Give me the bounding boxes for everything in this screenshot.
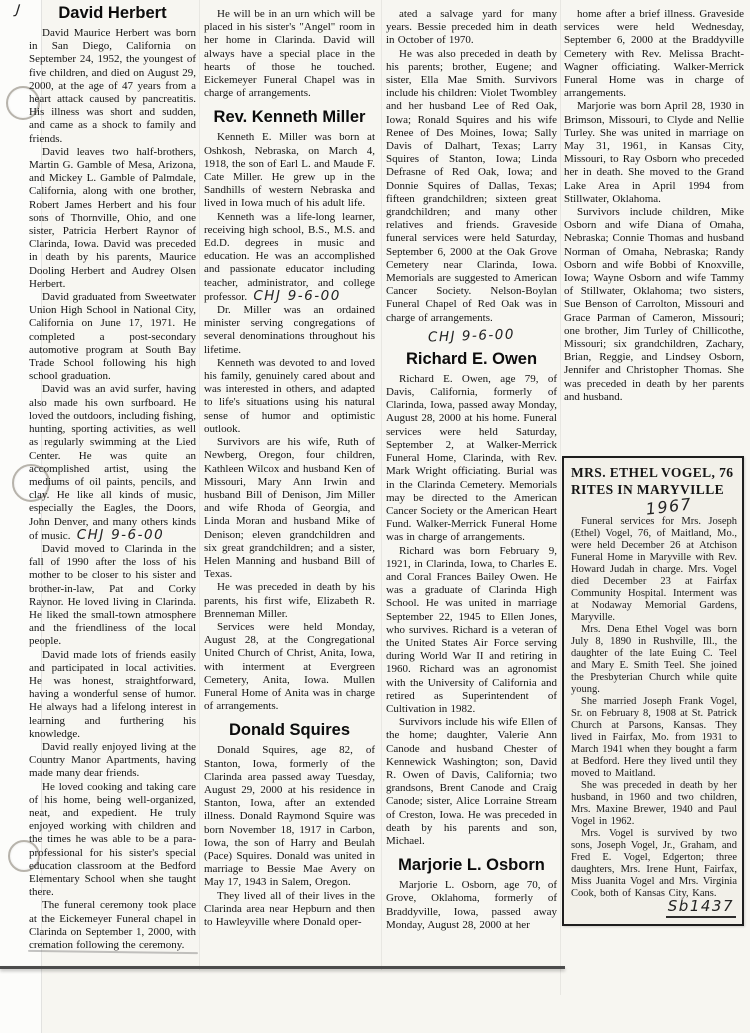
handwritten-date-stamp: CHJ 9-6-00 — [427, 326, 516, 346]
obituary-paragraph: David Maurice Herbert was born in San Diego, California on September 24, 1952, the youngest of five children, and died on August 29, 2000, at the age of 47 years from a heart attack caused by pancreatitis. His illness was short and sudden, and came as a shock to family and friends. — [29, 27, 196, 145]
obituary-heading: Marjorie L. Osborn — [398, 856, 545, 875]
obituary-heading: Richard E. Owen — [405, 349, 538, 368]
vogel-clipping-box — [562, 456, 744, 926]
obituary-column-2 — [204, 8, 375, 929]
clipping-title-line2: RITES IN MARYVILLE — [571, 481, 725, 497]
obituary-paragraph: Marjorie was born April 28, 1930 in Brimson, Missouri, to Clyde and Nellie Turley. She was united in marriage on May 31, 1961, in Kansas City, Missouri, to Ray Osborn who preceded her in death. She moved to the Grand Lake Area in April 1994 from Stillwater, Oklahoma. — [564, 100, 744, 205]
obituary-heading: Rev. Kenneth Miller — [213, 108, 366, 127]
obituary-heading: Donald Squires — [228, 721, 351, 740]
obituary-paragraph: He was preceded in death by his parents, his first wife, Elizabeth R. Brenneman Miller. — [204, 581, 375, 620]
obituary-paragraph: Kenneth was a life-long learner, receiving high school, B.S., M.S. and Ed.D. degrees in music and education. He was an accomplished and passionate educator including teacher, administrator, and college professor. CHJ 9-6-00 — [204, 210, 375, 304]
handwritten-year: 1967 — [644, 494, 694, 519]
obituary-paragraph: Kenneth was devoted to and loved his family, genuinely cared about and was interested in others, and adapted to life's situations using his natural sense of humor and optimistic outlook. — [204, 356, 375, 435]
pen-mark: J — [15, 1, 23, 19]
obituary-paragraph: home after a brief illness. Graveside services were held Wednesday, September 6, 2000 at the Braddyville Cemetery with Rev. Melissa Bracht-Wagner officiating. Walker-Merrick Funeral Home was in charge of arrangements. — [564, 8, 744, 100]
obituary-paragraph: ated a salvage yard for many years. Bessie preceded him in death in October of 1970. — [386, 8, 557, 47]
handwritten-date-stamp: CHJ 9-6-00 — [247, 287, 341, 304]
obituary-paragraph: David really enjoyed living at the Country Manor Apartments, having made many dear friends. — [29, 740, 196, 780]
handwritten-catalog-code: Sb1437 — [666, 897, 736, 918]
obituary-paragraph: Kenneth E. Miller was born at Oshkosh, Nebraska, on March 4, 1918, the son of Earl L. and Maude F. Cate Miller. He grew up in the Sandhills of western Nebraska and lived in Iowa much of his adult life. — [204, 131, 375, 210]
clipping-body — [571, 516, 737, 900]
obituary-paragraph: He was also preceded in death by his parents; brother, Eugene; and sister, Ella Mae Smith. Survivors include his children: Violet Twombley and her husband Lee of Red Oak, Iowa; Ronald Squires and his wife Renee of Des Moines, Iowa; Sally Davis of Dalhart, Texas; Larry Squires of Stanton, Iowa; Linda Defrasne of Red Oak, Iowa; and Donnie Squires of Dallas, Texas; fifteen grandchildren; sixteen great grandchildren; and many other relatives and friends. Graveside funeral services were held Saturday, September 6, 2000 at the Oak Grove Cemetery near Clarinda, Iowa. Memorials are suggested to American Cancer Society. Nelson-Boylan Funeral Chapel of Red Oak was in charge of arrangements. — [386, 47, 557, 324]
obituary-column-4 — [564, 8, 744, 404]
obituary-paragraph: Survivors include his wife Ellen of the home; daughter, Valerie Ann Canode and husband Chester of Kennewick Washington; son, David R. Owen of Davis, California; two grandsons, Brent Canode and Craig Canode; sister, Alice Lorraine Stream of Creston, Iowa. He was preceded in death by his parents and son, Michael. — [386, 716, 557, 847]
obituary-paragraph: Dr. Miller was an ordained minister serving congregations of several denominations throughout his lifetime. — [204, 304, 375, 356]
obituary-paragraph: Survivors are his wife, Ruth of Newberg, Oregon, four children, Kathleen Wilcox and husband Ken of Missouri, Mary Ann Irwin and husband Bill of Denison, Jim Miller and wife Rhoda of Georgia, and Linda Moran and husband Mike of Denison; eleven grandchildren and six great grandchildren; and a sister, Helen Manning and husband Bill of Texas. — [204, 436, 375, 581]
paper-bottom-edge — [0, 966, 565, 969]
obituary-paragraph: He loved cooking and taking care of his home, being well-organized, neat, and expedient. He truly enjoyed working with children and the times he was able to be a para-professional for his sister's special education classroom at the Bedford Elementary School when she taught there. — [29, 780, 196, 899]
obituary-paragraph: David graduated from Sweetwater Union High School in National City, California on June 17, 1971. He completed a post-secondary automotive program at South Bay Trade School following his high school graduation. — [29, 291, 196, 383]
obituary-paragraph: Services were held Monday, August 28, at the Congregational United Church of Christ, Anita, Iowa, with interment at Evergreen Cemetery, Anita, Iowa. Mullen Funeral Home of Anita was in charge of arrangements. — [204, 620, 375, 713]
clipping-paragraph: Funeral services for Mrs. Joseph (Ethel) Vogel, 76, of Maitland, Mo., were held December 26 at Atchison Funeral Home in Maryville with Rev. Howard Judah in charge. Mrs. Vogel died December 23 at Fairfax Community Hospital. Interment was at Nodaway Memorial Gardens, Maryville. — [571, 516, 737, 623]
obituary-paragraph: Survivors include children, Mike Osborn and wife Diana of Omaha, Nebraska; Connie Thomas and husband Norman of Omaha, Nebraska; Randy Osborn and wife Bobbi of Knoxville, Iowa; Wayne Osborn and wife Tammy of Stillwater, Oklahoma; two sisters, Sue Benson of Carrolton, Missouri and Grace Parman of Cameron, Missouri; one brother, Jim Turley of Chillicothe, Missouri; six grandchildren, Zachary, Brian, Reggie, and Lindsey Osborn, Jennifer and Christopher Thomas. She was preceded in death by her parents and husband. — [564, 206, 744, 403]
handwritten-date-stamp: CHJ 9-6-00 — [70, 526, 165, 543]
obituary-paragraph: The funeral ceremony took place at the Eickemeyer Funeral chapel in Clarinda on September 1, 2000, with cremation following the ceremony. — [29, 899, 196, 952]
obituary-paragraph: Donald Squires, age 82, of Stanton, Iowa, formerly of the Clarinda area passed away Tuesday, August 29, 2000 at his residence in Stanton, Iowa, after an extended illness. Donald Raymond Squire was born November 18, 1917 in Carbon, Iowa, the son of Harry and Beulah (Pace) Squires. Donald was united in marriage to Bessie Mae Avery on May 17, 1943 in Salem, Oregon. — [204, 744, 375, 889]
obituary-paragraph: Richard E. Owen, age 79, of Davis, California, formerly of Clarinda, Iowa, passed away Monday, August 28, 2000 at his home. Funeral services were held Saturday, September 2, at Walker-Merrick Funeral Home, Clarinda, with Rev. Mark Wright officiating. Burial was in the Clarinda Cemetery. Memorials may be directed to the American Cancer Society or the American Heart Fund. Walker-Merrick Funeral Home was in charge of arrangements. — [386, 372, 557, 544]
clipping-paragraph: She was preceded in death by her husband, in 1960 and two children, Mrs. Maxine Brewer, 1940 and Paul Vogel in 1962. — [571, 780, 737, 827]
obituary-paragraph: He will be in an urn which will be placed in his sister's "Angel" room in her home in Clarinda. David will always have a special place in the hearts of those he touched. Eickemeyer Funeral Chapel was in charge of arrangements. — [204, 8, 375, 100]
obituary-paragraph: David was an avid surfer, having also made his own surfboard. He loved the outdoors, including fishing, hunting, sporting activities, as well as regularly swimming at the Lied Center. He was quite an accomplished artist, using the mediums of oil paints, pencils, and clay. He like all kinds of music, especially the Eagles, the Doors, John Denver, and many others kinds of music. CHJ 9-6-00 — [29, 383, 196, 543]
obituary-paragraph: They lived all of their lives in the Clarinda area near Hepburn and then to Hawleyville where Donald oper- — [204, 889, 375, 928]
clipping-paragraph: She married Joseph Frank Vogel, Sr. on February 8, 1908 at St. Patrick Church at Parsons, Kansas. They lived in Fairfax, Mo. from 1931 to March 1941 when they bought a farm at Bedford. Here they lived until they moved to Maitland. — [571, 696, 737, 779]
obituary-paragraph: David leaves two half-brothers, Martin G. Gamble of Mesa, Arizona, and Mickey L. Gamble of Palmdale, California, along with one brother, Robert James Herbert and his four sons of Thornville, Ohio, and one sister, Patricia Herbert Raynor of Clarinda, Iowa. David was preceded in death by his parents, Maurice Dooling Herbert and Audrey Olsen Herbert. — [29, 145, 196, 290]
clipping-paragraph: Mrs. Vogel is survived by two sons, Joseph Vogel, Jr., Graham, and Fred E. Vogel, Edgerton; three daughters, Mrs. Irene Hunt, Fairfax, Miss Juanita Vogel and Mrs. Virginia Cook, both of Kansas City, Kans. — [571, 828, 737, 899]
obituary-paragraph: Marjorie L. Osborn, age 70, of Grove, Oklahoma, formerly of Braddyville, Iowa, passed away Monday, August 28, 2000 at her — [386, 879, 557, 931]
obituary-paragraph: David made lots of friends easily and participated in local activities. He was honest, straightforward, having a wonderful sense of humor. He always had a lifelong interest in learning and furthering his knowledge. — [29, 648, 196, 740]
obituary-paragraph: David moved to Clarinda in the fall of 1990 after the loss of his mother to be closer to his sister and brother-in-law, Pat and Corky Raynor. He loved living in Clarinda. He liked the small-town atmosphere and the friendliness of the local people. — [29, 542, 196, 648]
obituary-column-1 — [29, 4, 196, 952]
clipping-title-line1: MRS. ETHEL VOGEL, 76 — [571, 465, 734, 480]
clipping-paragraph: Mrs. Dena Ethel Vogel was born July 8, 1890 in Rushville, Ill., the daughter of the late Euing C. Teel and Mary E. Smith Teel. She joined the Presbyterian Church while quite young. — [571, 624, 737, 695]
obituary-paragraph: Richard was born February 9, 1921, in Clarinda, Iowa, to Charles E. and Coral Frances Bailey Owen. He was a graduate of Clarinda High School. He was united in marriage September 22, 1945 to Ellen Jones, who survives. Richard is a veteran of the United States Air Force serving during World War II and retiring in 1960. Richard was an agronomist with the University of California and retired as Superintendent of Cultivation in 1982. — [386, 544, 557, 715]
obituary-heading: David Herbert — [58, 4, 167, 22]
obituary-column-3 — [386, 8, 557, 932]
